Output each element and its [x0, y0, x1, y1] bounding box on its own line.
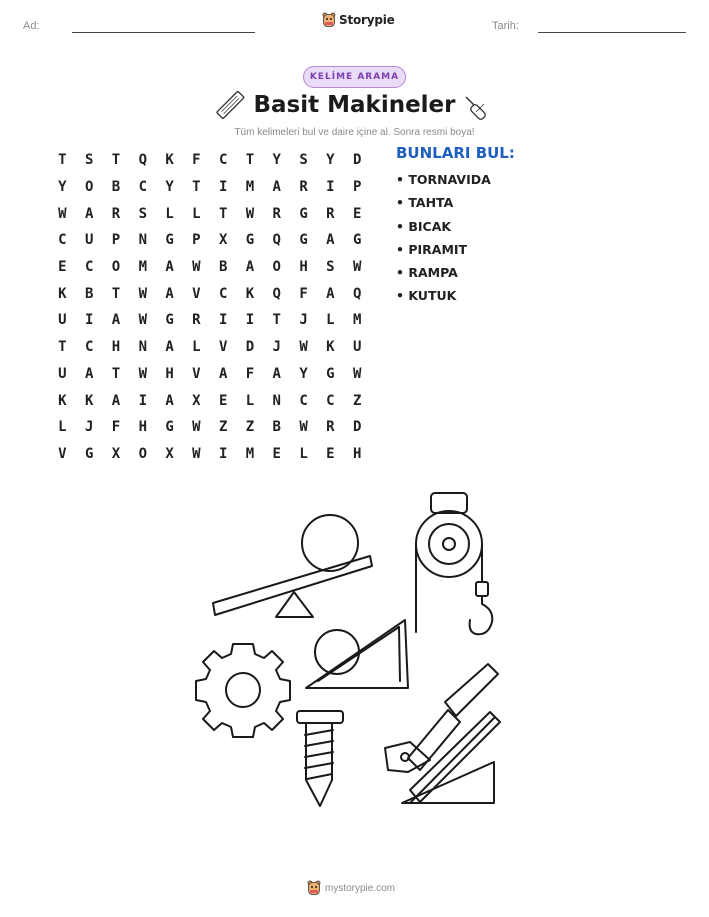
grid-letter[interactable]: Z: [352, 392, 362, 409]
grid-letter[interactable]: L: [326, 312, 335, 329]
grid-letter[interactable]: I: [218, 445, 228, 462]
grid-letter[interactable]: G: [299, 232, 308, 249]
grid-letter[interactable]: R: [272, 205, 281, 222]
grid-letter[interactable]: G: [165, 312, 174, 329]
grid-letter[interactable]: E: [352, 205, 362, 222]
grid-letter[interactable]: D: [352, 152, 362, 169]
grid-letter[interactable]: L: [58, 419, 67, 436]
grid-letter[interactable]: C: [218, 285, 228, 302]
grid-letter[interactable]: N: [138, 339, 147, 356]
grid-letter[interactable]: M: [138, 259, 147, 276]
grid-letter[interactable]: T: [245, 152, 255, 169]
grid-letter[interactable]: T: [111, 285, 121, 302]
grid-letter[interactable]: P: [192, 232, 201, 249]
grid-letter[interactable]: K: [245, 285, 255, 302]
word-item: • KUTUK: [396, 288, 457, 304]
grid-letter[interactable]: K: [58, 285, 67, 302]
word-item: • BICAK: [396, 218, 452, 234]
grid-letter[interactable]: G: [352, 232, 362, 249]
grid-letter[interactable]: Y: [299, 365, 308, 382]
grid-letter[interactable]: S: [299, 152, 308, 169]
grid-letter[interactable]: L: [165, 205, 174, 222]
grid-letter[interactable]: W: [138, 285, 147, 302]
grid-letter[interactable]: P: [352, 179, 362, 196]
grid-letter[interactable]: H: [111, 339, 121, 356]
grid-letter[interactable]: X: [111, 445, 121, 462]
page-title: Basit Makineler: [253, 92, 456, 118]
grid-letter[interactable]: I: [326, 179, 335, 196]
grid-letter[interactable]: A: [165, 392, 174, 409]
grid-letter[interactable]: W: [58, 205, 67, 222]
grid-letter[interactable]: K: [58, 392, 67, 409]
grid-letter[interactable]: R: [192, 312, 201, 329]
grid-letter[interactable]: K: [326, 339, 335, 356]
grid-letter[interactable]: H: [352, 445, 362, 462]
grid-letter[interactable]: O: [138, 445, 147, 462]
grid-letter[interactable]: W: [245, 205, 255, 222]
grid-letter[interactable]: V: [192, 365, 201, 382]
grid-letter[interactable]: J: [299, 312, 308, 329]
word-item: • TORNAVIDA: [396, 172, 491, 187]
grid-letter[interactable]: W: [192, 419, 201, 436]
gear-icon: [196, 644, 290, 737]
grid-letter[interactable]: K: [165, 152, 174, 169]
pulley-icon: [416, 493, 492, 634]
grid-letter[interactable]: W: [138, 312, 147, 329]
grid-letter[interactable]: S: [138, 205, 147, 222]
grid-letter[interactable]: I: [138, 392, 147, 409]
grid-letter[interactable]: Q: [272, 232, 281, 249]
grid-letter[interactable]: I: [84, 312, 94, 329]
grid-letter[interactable]: F: [111, 419, 121, 436]
grid-letter[interactable]: F: [245, 365, 255, 382]
grid-letter[interactable]: D: [245, 339, 255, 356]
grid-letter[interactable]: C: [138, 179, 147, 196]
grid-letter[interactable]: D: [352, 419, 362, 436]
grid-letter[interactable]: X: [165, 445, 174, 462]
grid-letter[interactable]: G: [326, 365, 335, 382]
grid-letter[interactable]: R: [111, 205, 121, 222]
grid-letter[interactable]: T: [111, 152, 121, 169]
grid-letter[interactable]: C: [218, 152, 228, 169]
grid-letter[interactable]: C: [58, 232, 67, 249]
grid-letter[interactable]: S: [326, 259, 335, 276]
instructions: Tüm kelimeleri bul ve daire içine al. Sonra resmi boya!: [234, 127, 475, 138]
grid-letter[interactable]: U: [58, 365, 67, 382]
wedge-icon: [385, 664, 500, 803]
grid-letter[interactable]: U: [84, 232, 94, 249]
grid-letter[interactable]: E: [326, 445, 335, 462]
grid-letter[interactable]: H: [138, 419, 147, 436]
grid-letter[interactable]: W: [138, 365, 147, 382]
grid-letter[interactable]: H: [299, 259, 308, 276]
grid-letter[interactable]: Y: [58, 179, 67, 196]
grid-letter[interactable]: I: [218, 179, 228, 196]
grid-letter[interactable]: T: [111, 365, 121, 382]
grid-letter[interactable]: W: [299, 419, 308, 436]
grid-letter[interactable]: A: [165, 259, 174, 276]
grid-letter[interactable]: A: [111, 392, 121, 409]
grid-letter[interactable]: T: [58, 152, 67, 169]
screw-icon: [297, 711, 343, 806]
grid-letter[interactable]: B: [84, 285, 94, 302]
grid-letter[interactable]: W: [192, 259, 201, 276]
grid-letter[interactable]: Q: [138, 152, 147, 169]
word-item: • PIRAMIT: [396, 241, 468, 257]
grid-letter[interactable]: E: [58, 259, 67, 276]
grid-letter[interactable]: Z: [245, 419, 255, 436]
grid-letter[interactable]: R: [326, 419, 335, 436]
grid-letter[interactable]: C: [326, 392, 335, 409]
grid-letter[interactable]: I: [218, 312, 228, 329]
grid-letter[interactable]: U: [352, 339, 362, 356]
grid-letter[interactable]: U: [58, 312, 67, 329]
grid-letter[interactable]: T: [58, 339, 67, 356]
grid-letter[interactable]: L: [192, 339, 201, 356]
grid-letter[interactable]: A: [111, 312, 121, 329]
grid-letter[interactable]: G: [165, 232, 174, 249]
grid-letter[interactable]: L: [299, 445, 308, 462]
storypie-mascot-icon: [307, 880, 321, 896]
grid-letter[interactable]: Y: [165, 179, 174, 196]
grid-letter[interactable]: B: [111, 179, 121, 196]
grid-letter[interactable]: W: [352, 259, 362, 276]
grid-letter[interactable]: A: [245, 259, 255, 276]
grid-letter[interactable]: Q: [272, 285, 281, 302]
inclined-plane-icon: [306, 620, 408, 688]
grid-letter[interactable]: J: [84, 419, 94, 436]
grid-letter[interactable]: G: [165, 419, 174, 436]
grid-letter[interactable]: O: [111, 259, 121, 276]
grid-letter[interactable]: A: [165, 339, 174, 356]
grid-letter[interactable]: W: [352, 365, 362, 382]
name-label: Ad:: [23, 20, 40, 32]
grid-letter[interactable]: P: [111, 232, 121, 249]
grid-letter[interactable]: J: [272, 339, 281, 356]
footer-url: mystorypie.com: [325, 882, 396, 894]
grid-letter[interactable]: A: [272, 365, 281, 382]
grid-letter[interactable]: E: [218, 392, 228, 409]
grid-letter[interactable]: C: [299, 392, 308, 409]
date-label: Tarih:: [492, 20, 519, 32]
grid-letter[interactable]: T: [272, 312, 281, 329]
grid-letter[interactable]: V: [218, 339, 228, 356]
grid-letter[interactable]: G: [299, 205, 308, 222]
grid-letter[interactable]: Y: [272, 152, 281, 169]
category-badge: KELİME ARAMA: [303, 66, 406, 88]
grid-letter[interactable]: K: [84, 392, 94, 409]
footer: [307, 880, 395, 896]
grid-letter[interactable]: A: [326, 285, 335, 302]
grid-letter[interactable]: B: [218, 259, 228, 276]
grid-letter[interactable]: A: [84, 205, 94, 222]
grid-letter[interactable]: Z: [218, 419, 228, 436]
grid-letter[interactable]: V: [58, 445, 67, 462]
grid-letter[interactable]: R: [326, 205, 335, 222]
grid-letter[interactable]: A: [165, 285, 174, 302]
grid-letter[interactable]: F: [192, 152, 201, 169]
wordlist-title: BUNLARI BUL:: [396, 144, 515, 162]
grid-letter[interactable]: C: [84, 259, 94, 276]
lever-icon: [213, 515, 372, 617]
grid-letter[interactable]: N: [138, 232, 147, 249]
grid-letter[interactable]: H: [165, 365, 174, 382]
grid-letter[interactable]: T: [192, 179, 201, 196]
grid-letter[interactable]: V: [192, 285, 201, 302]
grid-letter[interactable]: W: [299, 339, 308, 356]
grid-letter[interactable]: W: [192, 445, 201, 462]
grid-letter[interactable]: X: [218, 232, 228, 249]
grid-letter[interactable]: L: [192, 205, 201, 222]
grid-letter[interactable]: O: [272, 259, 281, 276]
grid-letter[interactable]: A: [326, 232, 335, 249]
grid-letter[interactable]: T: [218, 205, 228, 222]
brand-name: Storypie: [339, 13, 395, 27]
grid-letter[interactable]: R: [299, 179, 308, 196]
grid-letter[interactable]: F: [299, 285, 308, 302]
grid-letter[interactable]: B: [272, 419, 281, 436]
grid-letter[interactable]: X: [192, 392, 201, 409]
grid-letter[interactable]: M: [352, 312, 362, 329]
grid-letter[interactable]: G: [84, 445, 94, 462]
grid-letter[interactable]: Y: [326, 152, 335, 169]
grid-letter[interactable]: M: [245, 445, 255, 462]
grid-letter[interactable]: G: [245, 232, 255, 249]
grid-letter[interactable]: M: [245, 179, 255, 196]
grid-letter[interactable]: C: [84, 339, 94, 356]
grid-letter[interactable]: E: [272, 445, 281, 462]
word-item: • RAMPA: [396, 265, 458, 281]
grid-letter[interactable]: Q: [352, 285, 362, 302]
word-item: • TAHTA: [396, 195, 454, 211]
grid-letter[interactable]: L: [245, 392, 255, 409]
grid-letter[interactable]: S: [84, 152, 94, 169]
grid-letter[interactable]: O: [84, 179, 94, 196]
grid-letter[interactable]: I: [245, 312, 255, 329]
grid-letter[interactable]: A: [84, 365, 94, 382]
grid-letter[interactable]: N: [272, 392, 281, 409]
grid-letter[interactable]: A: [272, 179, 281, 196]
grid-letter[interactable]: A: [218, 365, 228, 382]
